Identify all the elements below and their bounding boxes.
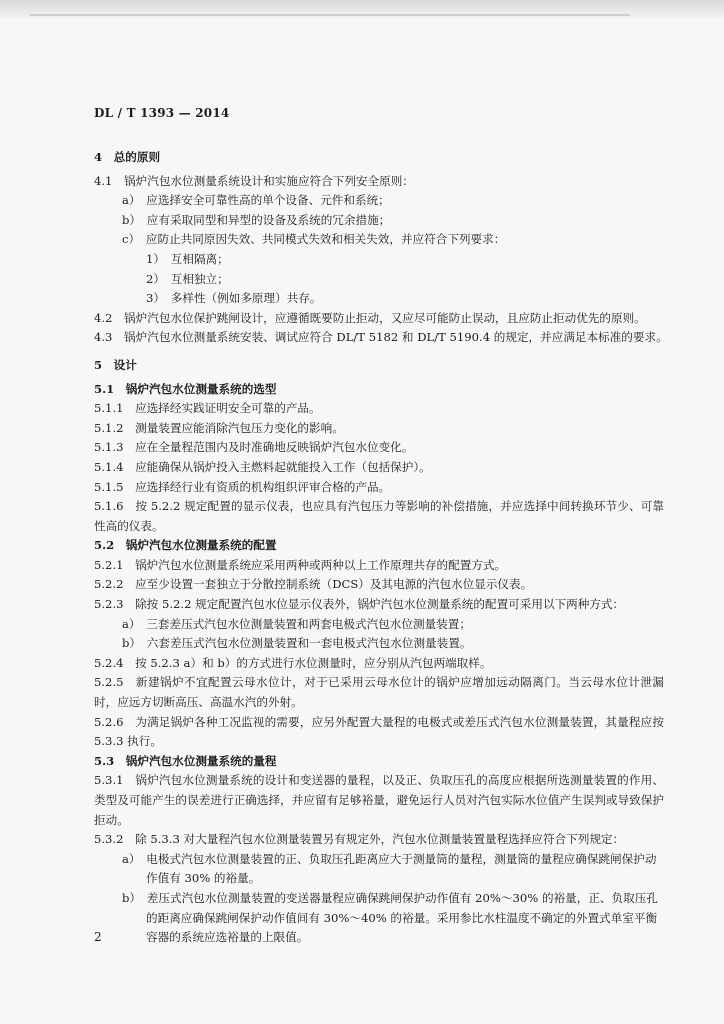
clause-5-2-1: 5.2.1 锅炉汽包水位测量系统应采用两种或两种以上工作原理共存的配置方式。 — [94, 557, 507, 572]
section-5-heading: 5 设计 — [94, 357, 137, 372]
list-item: b） 差压式汽包水位测量装置的变送器量程应确保跳闸保护动作值有 20%～30% 的裕量，正、负取压孔的距离应确保跳闸保护动作值间有 30%～40% 的裕量。采用参比水柱温度不确定的外置式单室平衡容器的系统应选裕量的上限值。 — [122, 890, 658, 945]
clause-5-2-3: 5.2.3 除按 5.2.2 规定配置汽包水位显示仪表外，锅炉汽包水位测量系统的配置可采用以下两种方式： — [94, 597, 625, 612]
clause-5-2-5: 5.2.5 新建锅炉不宜配置云母水位计，对于已采用云母水位计的锅炉应增加远动隔离门。当云母水位计泄漏时，应远方切断高压、高温水汽的外射。 — [94, 675, 664, 710]
list-item: b） 应有采取同型和异型的设备及系统的冗余措施； — [122, 212, 391, 227]
subsection-5-2-heading: 5.2 锅炉汽包水位测量系统的配置 — [94, 538, 277, 553]
section-4-heading: 4 总的原则 — [94, 150, 161, 164]
sub-list-item: 1） 互相隔离； — [146, 251, 229, 266]
clause-5-2-2: 5.2.2 应至少设置一套独立于分散控制系统（DCS）及其电源的汽包水位显示仪表。 — [94, 577, 533, 592]
document-header: DL / T 1393 — 2014 — [94, 106, 230, 120]
subsection-5-3-heading: 5.3 锅炉汽包水位测量系统的量程 — [94, 753, 277, 768]
document-body — [94, 140, 668, 948]
clause-4-2: 4.2 锅炉汽包水位保护跳闸设计，应遵循既要防止拒动，又应尽可能防止误动，且应防止拒动优先的原则。 — [94, 310, 646, 325]
clause-5-3-1: 5.3.1 锅炉汽包水位测量系统的设计和变送器的量程，以及正、负取压孔的高度应根据所选测量装置的作用、类型及可能产生的误差进行正确选择，并应留有足够裕量，避免运行人员对汽包实际水位值产生误判或导致保护拒动。 — [94, 773, 664, 827]
clause-5-3-2: 5.3.2 除 5.3.3 对大量程汽包水位测量装置另有规定外，汽包水位测量装置量程选择应符合下列规定： — [94, 832, 625, 847]
clause-5-2-6: 5.2.6 为满足锅炉各种工况监视的需要，应另外配置大量程的电极式或差压式汽包水位测量装置，其量程应按 5.3.3 执行。 — [94, 714, 664, 749]
clause-5-2-4: 5.2.4 按 5.2.3 a）和 b）的方式进行水位测量时，应分别从汽包两端取样。 — [94, 655, 492, 670]
page-number: 2 — [94, 930, 102, 944]
list-item: c） 应防止共同原因失效、共同模式失效和相关失效，并应符合下列要求： — [122, 232, 506, 247]
clause-5-1-2: 5.1.2 测量装置应能消除汽包压力变化的影响。 — [94, 420, 344, 435]
clause-4-3: 4.3 锅炉汽包水位测量系统安装、调试应符合 DL/T 5182 和 DL/T 5190.4 的规定，并应满足本标准的要求。 — [94, 330, 668, 345]
clause-5-1-3: 5.1.3 应在全量程范围内及时准确地反映锅炉汽包水位变化。 — [94, 440, 414, 455]
sub-list-item: 2） 互相独立； — [146, 271, 229, 286]
list-item: a） 应选择安全可靠性高的单个设备、元件和系统； — [122, 193, 390, 208]
scan-artifact-line — [30, 14, 630, 16]
subsection-5-1-heading: 5.1 锅炉汽包水位测量系统的选型 — [94, 381, 277, 396]
clause-5-1-4: 5.1.4 应能确保从锅炉投入主燃料起就能投入工作（包括保护）。 — [94, 459, 431, 474]
sub-list-item: 3） 多样性（例如多原理）共存。 — [146, 291, 322, 306]
list-item: b） 六套差压式汽包水位测量装置和一套电极式汽包水位测量装置。 — [122, 636, 472, 651]
list-item: a） 三套差压式汽包水位测量装置和两套电极式汽包水位测量装置； — [122, 616, 471, 631]
clause-5-1-6: 5.1.6 按 5.2.2 规定配置的显示仪表，也应具有汽包压力等影响的补偿措施，并应选择中间转换环节少、可靠性高的仪表。 — [94, 499, 664, 533]
list-item: a） 电极式汽包水位测量装置的正、负取压孔距离应大于测量筒的量程，测量筒的量程应确保跳闸保护动作值有 30% 的裕量。 — [122, 851, 657, 886]
clause-4-1: 4.1 锅炉汽包水位测量系统设计和实施应符合下列安全原则： — [94, 173, 414, 188]
clause-5-1-5: 5.1.5 应选择经行业有资质的机构组织评审合格的产品。 — [94, 479, 391, 494]
clause-5-1-1: 5.1.1 应选择经实践证明安全可靠的产品。 — [94, 401, 321, 416]
